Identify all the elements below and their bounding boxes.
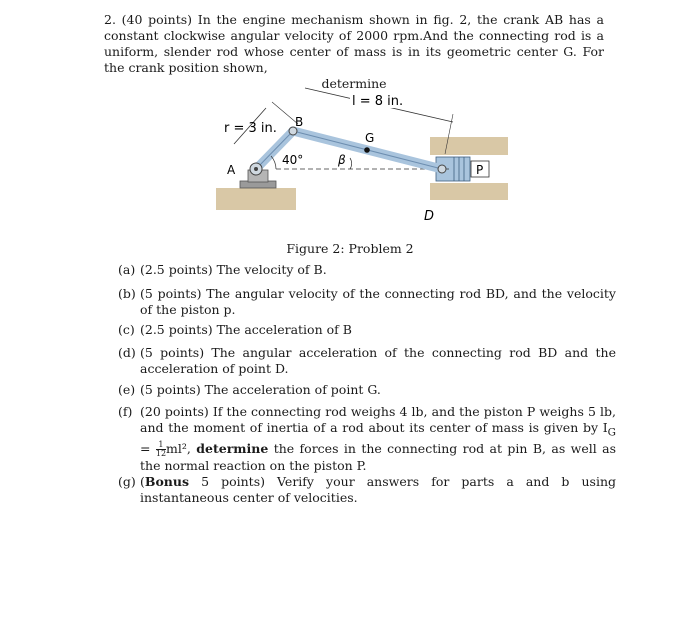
part-text: (5 points) The angular velocity of the connecting rod BD, and the velocity of the piston p.: [140, 286, 616, 317]
label-r: r = 3 in.: [224, 121, 277, 136]
part-f-ml2: ml²,: [166, 440, 191, 456]
beta-arc: [350, 158, 352, 169]
determine-label: determine: [321, 76, 387, 91]
label-B: B: [295, 115, 304, 129]
part-text: (2.5 points) The acceleration of B: [140, 322, 352, 337]
pin-A-center: [254, 167, 258, 171]
part-g-open-paren: (: [140, 474, 145, 489]
part-f-subscript: G: [607, 426, 616, 439]
part-text: (2.5 points) The velocity of B.: [140, 262, 327, 277]
part-text: [140, 474, 616, 506]
part-text: (5 points) The angular acceleration of the connecting rod BD and the acceleration of point D.: [140, 345, 616, 376]
label-l: l = 8 in.: [352, 94, 404, 109]
part-label: (f): [118, 404, 133, 419]
part-text: (5 points) The acceleration of point G.: [140, 382, 381, 397]
part-label: (c): [118, 322, 135, 337]
part-label: (e): [118, 382, 136, 397]
part-label: (a): [118, 262, 136, 277]
part-text: [140, 404, 616, 474]
center-of-mass-G: [364, 147, 370, 153]
ground-block: [216, 188, 296, 210]
mechanism-diagram: [210, 80, 520, 235]
part-f-eq: =: [140, 440, 156, 456]
part-label: (d): [118, 345, 136, 360]
engine-mechanism-figure: [210, 80, 520, 235]
part-f-text-b: the forces in the connecting rod at pin B, as well as the normal reaction on the piston P.: [140, 440, 616, 473]
label-beta: β: [338, 153, 346, 167]
fraction-denominator: 12: [155, 448, 167, 458]
label-angle: 40°: [282, 153, 304, 167]
part-g-bold: Bonus: [144, 474, 190, 489]
label-A: A: [227, 163, 236, 177]
part-g-text: 5 points) Verify your answers for parts a and b using instantaneous center of velocities.: [140, 474, 616, 505]
fraction: [156, 441, 166, 458]
part-f-text-a: (20 points) If the connecting rod weighs 4 lb, and the piston P weighs 5 lb, and the moment of inertia of a rod about its center of mass is given by I: [140, 404, 616, 435]
part-label: (b): [118, 286, 136, 301]
label-G: G: [365, 131, 375, 145]
problem-intro: 2. (40 points) In the engine mechanism shown in fig. 2, the crank AB has a constant clockwise angular velocity of 2000 rpm.And the connecting rod is a uniform, slender rod whose center of mass is in its geometric center G. For the crank position shown,: [104, 12, 604, 75]
figure-caption: Figure 2: Problem 2: [286, 241, 414, 256]
part-f-bold: determine: [196, 440, 269, 456]
label-D: D: [424, 209, 435, 224]
pin-D: [438, 165, 446, 173]
fraction-numerator: 1: [156, 441, 166, 450]
label-P: P: [476, 163, 484, 177]
part-label: (g): [118, 474, 136, 489]
